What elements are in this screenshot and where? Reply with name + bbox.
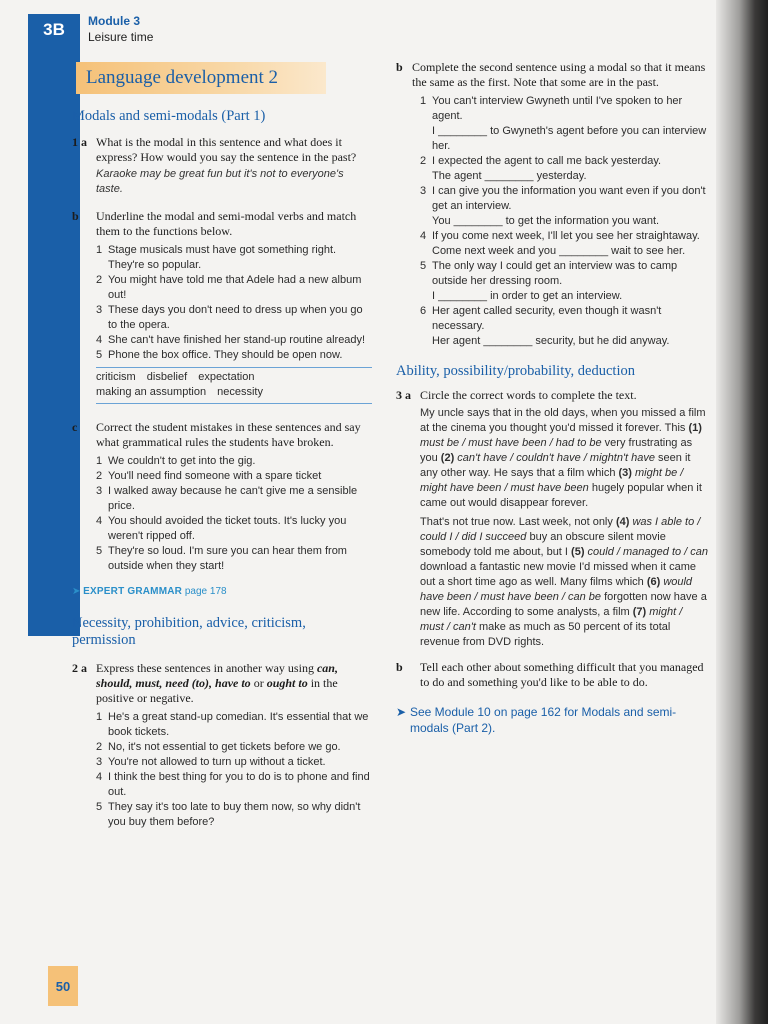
right-column — [396, 60, 708, 736]
function-words — [96, 370, 372, 400]
question-1b-transform — [396, 60, 708, 90]
list-item: 5 The only way I could get an interview was to camp outside her dressing room. I ________ in order to get an interview. — [420, 260, 678, 302]
section-title-ability: Ability, possibility/probability, deduction — [396, 363, 635, 379]
function-word: necessity — [217, 386, 263, 398]
question-number: 3 a — [396, 388, 411, 402]
question-number: 1 a — [72, 135, 87, 149]
question-text: Complete the second sentence using a modal so that it means the same as the first. Note that some are in the past. — [412, 60, 706, 89]
question-number: 2 a — [72, 661, 87, 675]
gap-number: (2) — [440, 452, 458, 464]
function-word: criticism — [96, 371, 136, 383]
question-2a-items — [96, 710, 372, 830]
gap-number: (7) — [632, 606, 650, 618]
list-item: 4 I think the best thing for you to do is to phone and find out. — [96, 771, 370, 798]
function-word: expectation — [198, 371, 255, 383]
see-module-link[interactable]: ➤ See Module 10 on page 162 for Modals and semi-modals (Part 2). — [396, 705, 677, 735]
paragraph-text: very frustrating as you — [420, 437, 693, 464]
question-number: b — [396, 660, 403, 674]
list-item: 3 You're not allowed to turn up without a ticket. — [96, 756, 326, 768]
expert-grammar-page: page 178 — [184, 586, 227, 597]
left-column — [72, 108, 372, 830]
question-number: b — [72, 209, 79, 223]
question-number: c — [72, 420, 78, 434]
list-item: 5 Phone the box office. They should be open now. — [96, 349, 343, 361]
question-1a — [72, 135, 372, 165]
function-word: disbelief — [146, 371, 188, 383]
cloze-paragraph-2 — [420, 515, 708, 650]
paragraph-text: forgotten now have a new life. According to some analysts, a film — [420, 591, 707, 618]
section-banner: Language development 2 — [72, 62, 326, 94]
paragraph-text: hugely popular when it came out would disappear forever. — [420, 482, 702, 509]
list-item: 4 She can't have finished her stand-up routine already! — [96, 334, 366, 346]
list-item: 5 They're so loud. I'm sure you can hear them from outside when they start! — [96, 545, 347, 572]
answer-options[interactable]: might / must / can't — [420, 606, 683, 633]
list-item: 3 I walked away because he can't give me a sensible price. — [96, 485, 358, 512]
answer-options[interactable]: can't have / couldn't have / mightn't have — [457, 452, 655, 464]
question-text: Tell each other about something difficult that you managed to do and something you'd like to be able to do. — [420, 660, 704, 689]
list-item: 1 He's a great stand-up comedian. It's essential that we book tickets. — [96, 711, 369, 738]
question-2a — [72, 661, 372, 706]
list-item: 4 If you come next week, I'll let you see her straightaway. Come next week and you ________ wait to see her. — [420, 230, 700, 257]
question-text: Correct the student mistakes in these sentences and say what grammatical rules the students have broken. — [96, 420, 361, 449]
answer-options[interactable]: might be / might have been / must have been — [420, 467, 684, 494]
gap-number: (1) — [688, 422, 702, 434]
divider — [96, 367, 372, 368]
list-item: 2 You'll need find someone with a spare ticket — [96, 470, 322, 482]
gap-number: (3) — [618, 467, 635, 479]
question-text: Circle the correct words to complete the text. — [420, 388, 637, 402]
chevron-right-icon: ➤ — [72, 586, 81, 597]
list-item: 2 No, it's not essential to get tickets before we go. — [96, 741, 341, 753]
question-text: Underline the modal and semi-modal verbs and match them to the functions below. — [96, 209, 357, 238]
answer-options[interactable]: was I able to / could I / did I succeed — [420, 516, 701, 543]
list-item: 6 Her agent called security, even though it wasn't necessary. Her agent ________ security, but he did anyway. — [420, 305, 670, 347]
paragraph-text: seen it any other way. He says that a film which — [420, 452, 691, 479]
list-item: 4 You should avoided the ticket touts. It's lucky you weren't ripped off. — [96, 515, 347, 542]
answer-options[interactable]: must be / must have been / had to be — [420, 437, 602, 449]
gap-number: (4) — [615, 516, 633, 528]
page-fold-shadow — [716, 0, 768, 1024]
paragraph-text: That's not true now. Last week, not only — [420, 516, 616, 528]
paragraph-text: buy an obscure silent movie somebody told me about, but I — [420, 531, 666, 558]
paragraph-text: make as much as 50 percent of its total revenue from DVD rights. — [420, 621, 671, 648]
question-1b — [72, 209, 372, 239]
list-item: 1 Stage musicals must have got something right. They're so popular. — [96, 244, 337, 271]
transform-items — [420, 94, 708, 349]
section-title-modals: Modals and semi-modals (Part 1) — [72, 108, 266, 124]
gap-number: (5) — [571, 546, 588, 558]
chevron-right-icon: ➤ — [396, 705, 407, 719]
module-subtitle: Leisure time — [88, 30, 154, 44]
list-item: 3 I can give you the information you want even if you don't get an interview. You ________ to get the information you want. — [420, 185, 706, 227]
expert-grammar-link[interactable] — [72, 586, 372, 597]
list-item: 5 They say it's too late to buy them now, so why didn't you buy them before? — [96, 801, 361, 828]
paragraph-text: download a fantastic new movie I'd missed when it came out a short time ago as well. Many films which — [420, 561, 697, 588]
question-1b-items — [96, 243, 372, 363]
list-item: 1 You can't interview Gwyneth until I've spoken to her agent. I ________ to Gwyneth's agent before you can interview her. — [420, 95, 707, 152]
question-text: What is the modal in this sentence and what does it express? How would you say the sentence in the past? — [96, 135, 357, 164]
question-1c — [72, 420, 372, 450]
expert-grammar-label: EXPERT GRAMMAR — [83, 586, 183, 597]
list-item: 2 I expected the agent to call me back yesterday. The agent ________ yesterday. — [420, 155, 662, 182]
answer-options[interactable]: would have been / must have been / can be — [420, 576, 693, 603]
question-number: b — [396, 60, 403, 74]
question-3a — [396, 388, 708, 403]
list-item: 3 These days you don't need to dress up when you go to the opera. — [96, 304, 363, 331]
module-name: Module 3 — [88, 14, 141, 28]
example-sentence: Karaoke may be great fun but it's not to everyone's taste. — [96, 168, 344, 195]
unit-badge: 3B — [28, 14, 80, 46]
cloze-paragraph-1 — [420, 406, 708, 511]
gap-number: (6) — [646, 576, 664, 588]
list-item: 2 You might have told me that Adele had a new album out! — [96, 274, 362, 301]
function-word: making an assumption — [96, 386, 207, 398]
question-text: Express these sentences in another way using can, should, must, need (to), have to or ought to in the positive or negative. — [96, 661, 338, 705]
list-item: 1 We couldn't to get into the gig. — [96, 455, 256, 467]
question-1c-items — [96, 454, 372, 574]
question-3b — [396, 660, 708, 690]
paragraph-text: My uncle says that in the old days, when you missed a film at the cinema you thought you'd missed it forever. This — [420, 407, 706, 434]
page-number: 50 — [48, 966, 78, 1006]
answer-options[interactable]: could / managed to / can — [587, 546, 709, 558]
divider — [96, 403, 372, 404]
section-title-necessity: Necessity, prohibition, advice, criticism, permission — [72, 615, 306, 648]
